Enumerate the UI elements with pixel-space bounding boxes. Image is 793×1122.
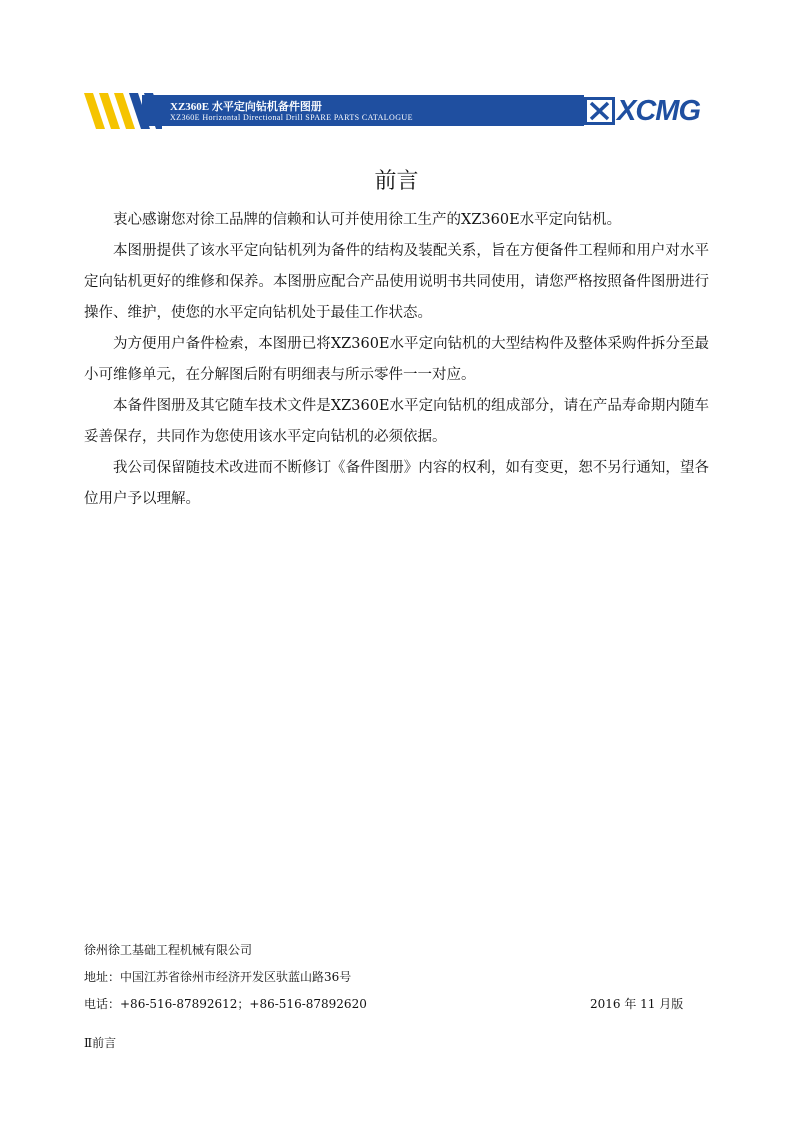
footer-company: 徐州徐工基础工程机械有限公司	[84, 943, 253, 957]
preface-paragraph: 为方便用户备件检索，本图册已将XZ360E水平定向钻机的大型结构件及整体采购件拆分至最小可维修单元，在分解图后附有明细表与所示零件一一对应。	[84, 336, 709, 383]
header-title-bar	[142, 95, 658, 126]
footer-edition: 2016 年 11 月版	[590, 997, 684, 1011]
header-title-en: XZ360E Horizontal Directional Drill SPARE PARTS CATALOGUE	[170, 113, 413, 122]
xcmg-logo-text: XCMG	[617, 95, 700, 127]
footer-phone: 电话：+86-516-87892612；+86-516-87892620	[84, 997, 367, 1011]
page-number-label: Ⅱ前言	[84, 1036, 117, 1050]
header-title-cn: XZ360E 水平定向钻机备件图册	[170, 101, 322, 113]
preface-paragraph: 衷心感谢您对徐工品牌的信赖和认可并使用徐工生产的XZ360E水平定向钻机。	[113, 212, 622, 228]
footer-address: 地址：中国江苏省徐州市经济开发区驮蓝山路36号	[84, 970, 352, 984]
xcmg-logo	[584, 93, 730, 129]
preface-paragraph: 我公司保留随技术改进而不断修订《备件图册》内容的权利，如有变更，恕不另行通知，望各位用户予以理解。	[84, 460, 709, 507]
preface-paragraph: 本图册提供了该水平定向钻机列为备件的结构及装配关系，旨在方便备件工程师和用户对水平定向钻机更好的维修和保养。本图册应配合产品使用说明书共同使用，请您严格按照备件图册进行操作、维护，使您的水平定向钻机处于最佳工作状态。	[84, 243, 709, 321]
page-header	[84, 93, 730, 129]
page-title: 前言	[374, 169, 419, 194]
xcmg-logo-mark-icon	[584, 97, 615, 125]
preface-paragraph: 本备件图册及其它随车技术文件是XZ360E水平定向钻机的组成部分，请在产品寿命期内随车妥善保存，共同作为您使用该水平定向钻机的必须依据。	[84, 398, 709, 445]
preface-body	[84, 205, 709, 515]
